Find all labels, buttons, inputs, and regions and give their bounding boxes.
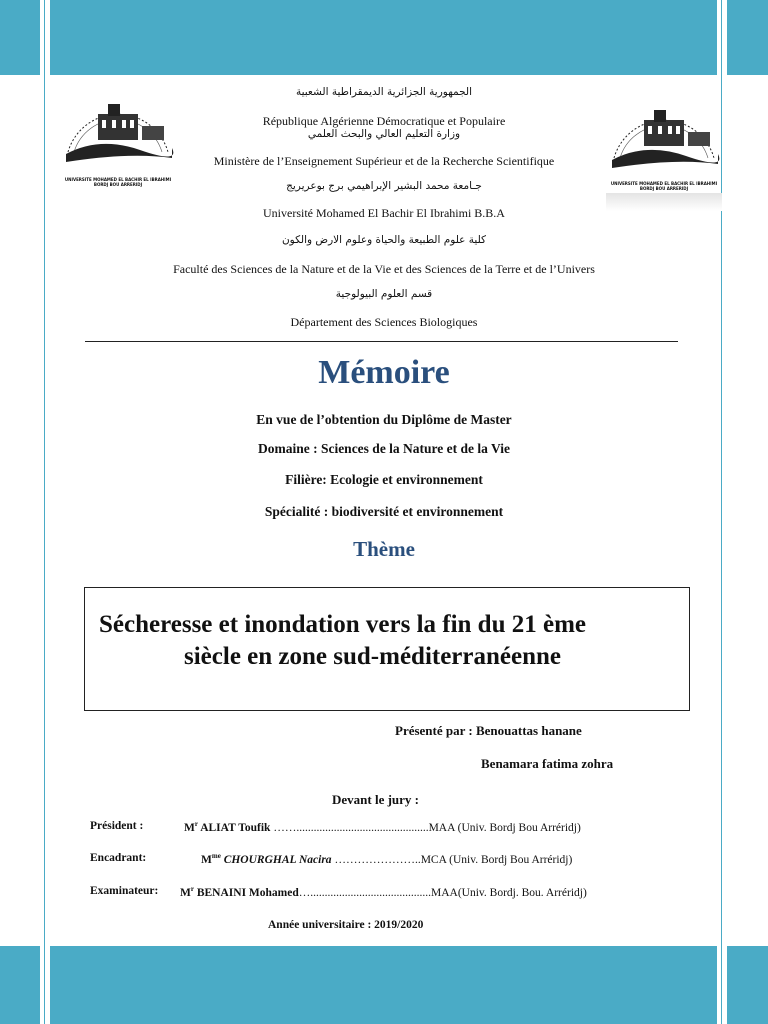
jury-dots: ….......................................... bbox=[298, 886, 432, 899]
jury-role: Examinateur: bbox=[90, 885, 159, 897]
logo-caption-line1: UNIVERSITE MOHAMED EL BACHIR EL IBRAHIMI bbox=[610, 181, 718, 186]
faculty-line: Faculté des Sciences de la Nature et de la Vie et des Sciences de la Terre et de l’Univers bbox=[173, 262, 595, 276]
presented-by: Présenté par : Benouattas hanane bbox=[395, 723, 582, 738]
jury-title-sup: r bbox=[190, 885, 194, 893]
jury-name: ALIAT Toufik bbox=[197, 821, 271, 834]
thesis-title-line2: siècle en zone sud-méditerranéenne bbox=[184, 643, 562, 670]
jury-affiliation: MAA(Univ. Bordj. Bou. Arréridj) bbox=[431, 886, 587, 899]
university-line: Université Mohamed El Bachir El Ibrahimi B.B.A bbox=[263, 206, 505, 220]
jury-name: CHOURGHAL Nacira bbox=[220, 853, 332, 866]
jury-title-sup: r bbox=[194, 820, 198, 828]
arabic-republic-line: الجمهورية الجزائرية الديمقراطية الشعبية bbox=[295, 86, 473, 98]
jury-affiliation: MCA (Univ. Bordj Bou Arréridj) bbox=[420, 853, 573, 866]
top-band-main bbox=[50, 0, 717, 75]
academic-year: Année universitaire : 2019/2020 bbox=[268, 919, 424, 931]
top-band-left bbox=[0, 0, 40, 75]
logo-caption-line1: UNIVERSITE MOHAMED EL BACHIR EL IBRAHIMI bbox=[64, 177, 172, 182]
jury-role: Président : bbox=[90, 820, 144, 832]
jury-member-examinateur bbox=[180, 885, 587, 899]
domaine-line: Domaine : Sciences de la Nature et de la Vie bbox=[257, 441, 511, 456]
jury-name: BENAINI Mohamed bbox=[193, 886, 299, 899]
second-author: Benamara fatima zohra bbox=[481, 756, 614, 771]
top-band-right bbox=[727, 0, 768, 75]
bottom-band-right bbox=[727, 946, 768, 1024]
left-border-line bbox=[44, 0, 45, 1024]
jury-member-encadrant bbox=[201, 852, 572, 866]
theme-label: Thème bbox=[353, 537, 415, 561]
filiere-line: Filière: Ecologie et environnement bbox=[285, 472, 483, 487]
arabic-university-line: جـامعة محمد البشير الإبراهيمي برج بوعريريج bbox=[286, 180, 482, 192]
header-divider bbox=[85, 341, 678, 342]
arabic-department-line: قسم العلوم البيولوجية bbox=[335, 288, 433, 300]
jury-title-sup: me bbox=[211, 852, 221, 860]
left-band bbox=[0, 75, 40, 946]
arabic-ministry-line: وزارة التعليم العالي والبحث العلمي bbox=[307, 128, 461, 140]
jury-heading: Devant le jury : bbox=[332, 792, 420, 807]
bottom-band-left bbox=[0, 946, 40, 1024]
jury-row-president bbox=[90, 820, 143, 832]
jury-member-president bbox=[184, 820, 581, 834]
thesis-title-box bbox=[84, 587, 690, 711]
jury-title: M bbox=[184, 821, 195, 834]
jury-row-examinateur bbox=[90, 885, 158, 897]
memoire-title: Mémoire bbox=[318, 354, 450, 391]
arabic-faculty-line: كلية علوم الطبيعة والحياة وعلوم الارض والكون bbox=[281, 234, 487, 246]
logo-caption-line2: BORDJ BOU ARRERIDJ bbox=[639, 186, 689, 191]
thesis-title-line1: Sécheresse et inondation vers la fin du 21 ème bbox=[99, 611, 587, 638]
jury-dots: ………………….. bbox=[331, 853, 421, 866]
jury-dots: …….............................................. bbox=[270, 821, 429, 834]
department-line: Département des Sciences Biologiques bbox=[290, 315, 478, 329]
specialite-line: Spécialité : biodiversité et environnement bbox=[264, 504, 504, 519]
jury-role: Encadrant: bbox=[90, 852, 147, 864]
jury-title: M bbox=[201, 853, 212, 866]
jury-title: M bbox=[180, 886, 191, 899]
ministry-line: Ministère de l’Enseignement Supérieur et de la Recherche Scientifique bbox=[213, 154, 555, 168]
obtention-line: En vue de l’obtention du Diplôme de Master bbox=[256, 412, 512, 427]
bottom-band-main bbox=[50, 946, 717, 1024]
jury-affiliation: MAA (Univ. Bordj Bou Arréridj) bbox=[428, 821, 581, 834]
republic-line: République Algérienne Démocratique et Populaire bbox=[262, 114, 506, 128]
logo-caption-line2: BORDJ BOU ARRERIDJ bbox=[93, 182, 143, 187]
jury-row-encadrant bbox=[90, 852, 146, 864]
